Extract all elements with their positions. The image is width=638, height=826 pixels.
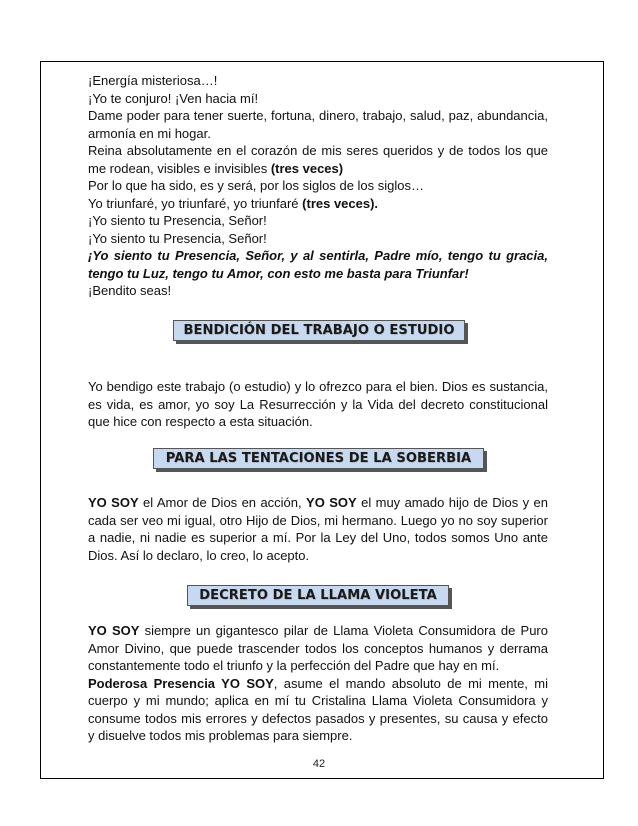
- llama-text-2: , asume el mando absoluto de mi mente, mi cuerpo y mi mundo; aplica en mí tu Cristalina Llama Violeta Consumidora y consume todos mis errores y defectos pasados y presentes, su causa y efecto y disuelve todos mis problemas para siempre.: [88, 675, 548, 743]
- heading-soberbia: PARA LAS TENTACIONES DE LA SOBERBIA: [153, 448, 484, 469]
- bendicion-paragraph: Yo bendigo este trabajo (o estudio) y lo ofrezco para el bien. Dios es sustancia, es vida, es amor, yo soy La Resurrección y la Vida del decreto constitucional que hice con respecto a esta situación.: [88, 379, 548, 429]
- llama-bold-1: YO SOY: [88, 623, 140, 638]
- line-dame-poder: Dame poder para tener suerte, fortuna, dinero, trabajo, salud, paz, abundancia, armonía en mi hogar.: [88, 108, 548, 141]
- line-triunfare: [88, 195, 548, 213]
- page-number: 42: [312, 758, 326, 770]
- line-triunfare-text: Yo triunfaré, yo triunfaré, yo triunfaré: [88, 195, 299, 211]
- soberbia-paragraph: [88, 494, 548, 564]
- soberbia-text-1: el Amor de Dios en acción,: [138, 495, 307, 510]
- line-energia: ¡Energía misteriosa…!: [88, 73, 218, 88]
- line-triunfare-bold: (tres veces).: [302, 195, 379, 211]
- page-content: [88, 72, 548, 300]
- heading-bendicion: BENDICIÓN DEL TRABAJO O ESTUDIO: [173, 320, 465, 341]
- section-soberbia: [88, 494, 548, 564]
- heading-llama-violeta: DECRETO DE LA LLAMA VIOLETA: [187, 585, 449, 606]
- section-bendicion: [88, 378, 548, 431]
- line-reina: [88, 142, 548, 177]
- section-llama-violeta: [88, 622, 548, 745]
- line-presencia-2: ¡Yo siento tu Presencia, Señor!: [88, 230, 267, 246]
- soberbia-bold-2: YO SOY: [306, 495, 357, 510]
- llama-paragraph-2: [88, 675, 548, 745]
- line-presencia-1: ¡Yo siento tu Presencia, Señor!: [88, 213, 267, 228]
- line-conjuro: ¡Yo te conjuro! ¡Ven hacia mí!: [88, 90, 259, 106]
- line-reina-text: Reina absolutamente en el corazón de mis seres queridos y de todos los que me rodean, visibles e invisibles: [88, 143, 548, 176]
- line-por-lo-que: Por lo que ha sido, es y será, por los siglos de los siglos…: [88, 178, 425, 193]
- llama-bold-2: Poderosa Presencia YO SOY: [88, 675, 274, 691]
- line-bendito: ¡Bendito seas!: [88, 283, 172, 298]
- llama-paragraph-1: [88, 622, 548, 675]
- line-reina-bold: (tres veces): [270, 160, 344, 176]
- line-presencia-3: ¡Yo siento tu Presencia, Señor, y al sentirla, Padre mío, tengo tu gracia, tengo tu Luz, tengo tu Amor, con esto me basta para Triunfar!: [88, 248, 548, 281]
- soberbia-text-2: el muy amado hijo de Dios y en cada ser veo mi igual, otro Hijo de Dios, mi hermano. Luego yo no soy superior a nadie, ni nadie es superior a mí. Por la Ley del Uno, todos somos Uno ante Dios. Así lo declaro, lo creo, lo acepto.: [88, 495, 548, 563]
- llama-text-1: siempre un gigantesco pilar de Llama Violeta Consumidora de Puro Amor Divino, que puede trascender todos los conceptos humanos y derrama constantemente todo el triunfo y la perfección del Padre que hay en mí.: [88, 623, 548, 673]
- soberbia-bold-1: YO SOY: [88, 495, 139, 510]
